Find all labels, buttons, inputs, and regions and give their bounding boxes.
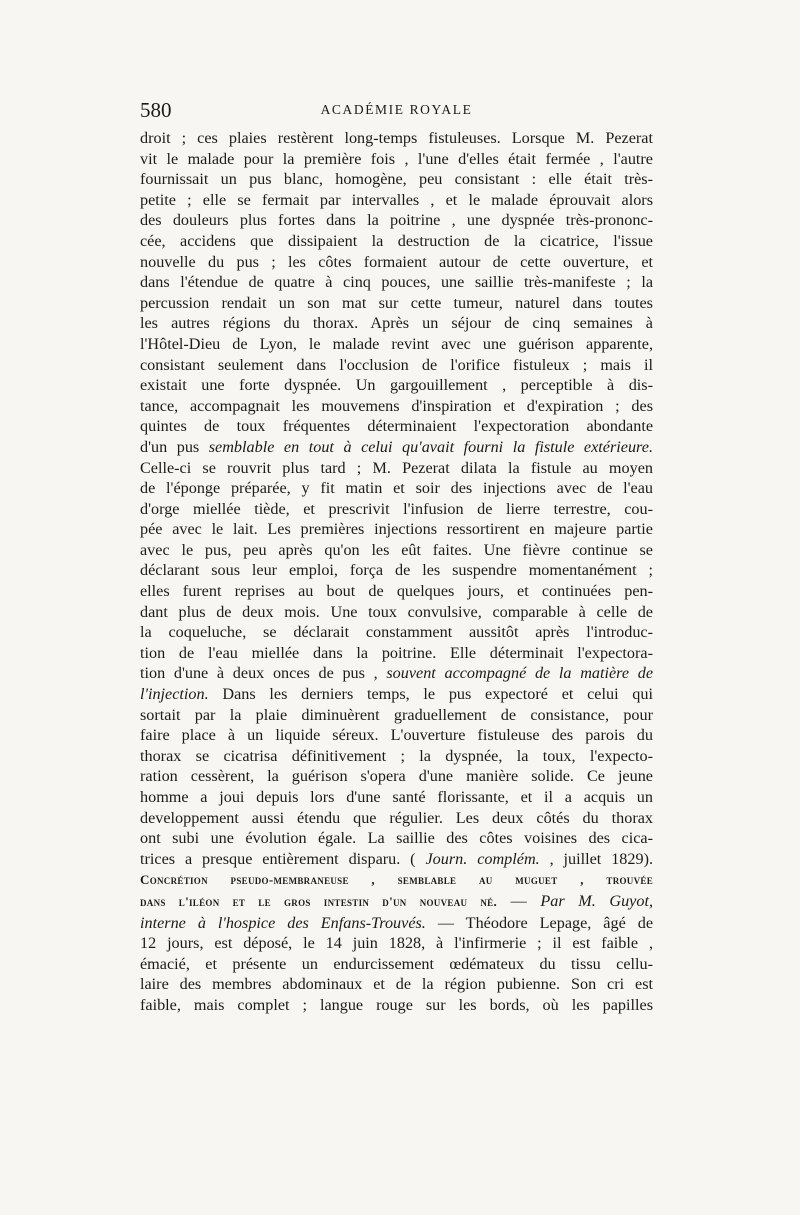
text-line: vit le malade pour la première fois , l'une d'elles était fermée , l'autre bbox=[140, 149, 653, 168]
text-line: elles furent reprises au bout de quelques jours, et continuées pen- bbox=[140, 582, 653, 601]
text-line: les autres régions du thorax. Après un séjour de cinq semaines à bbox=[140, 314, 653, 333]
text-line: dans l'étendue de quatre à cinq pouces, une saillie très-manifeste ; la bbox=[140, 273, 653, 292]
text-run: d'un pus bbox=[140, 437, 209, 456]
text-line: sortait par la plaie diminuèrent graduellement de consistance, pour bbox=[140, 705, 653, 724]
page-number: 580 bbox=[140, 98, 172, 122]
italic-run: l'injection. bbox=[140, 685, 209, 704]
text-run: — Théodore Lepage, âgé de bbox=[425, 913, 653, 932]
text-line: déclarant sous leur emploi, força de les suspendre momentanément ; bbox=[140, 561, 653, 580]
text-line: la coqueluche, se déclarait constamment aussitôt après l'introduc- bbox=[140, 623, 653, 642]
text-line bbox=[140, 913, 653, 934]
text-line: faible, mais complet ; langue rouge sur les bords, où les papilles bbox=[140, 995, 653, 1014]
italic-run: semblable en tout à celui qu'avait fourni la fistule extérieure. bbox=[208, 437, 653, 456]
text-run: tion d'une à deux onces de pus , bbox=[140, 664, 387, 683]
text-line: de l'éponge préparée, y fit matin et soir des injections avec de l'eau bbox=[140, 479, 653, 498]
text-line: tion de l'eau miellée dans la poitrine. Elle déterminait l'expectora- bbox=[140, 643, 653, 662]
text-line: avec le pus, peu après qu'on les eût faites. Une fièvre continue se bbox=[140, 540, 653, 559]
text-line: d'orge miellée tiède, et prescrivit l'infusion de lierre terrestre, cou- bbox=[140, 499, 653, 518]
text-line: existait une forte dyspnée. Un gargouillement , perceptible à dis- bbox=[140, 376, 653, 395]
text-line: developpement aussi étendu que régulier. Les deux côtés du thorax bbox=[140, 808, 653, 827]
text-line bbox=[140, 684, 653, 705]
text-line: droit ; ces plaies restèrent long-temps fistuleuses. Lorsque M. Pezerat bbox=[140, 129, 653, 147]
text-line: Celle-ci se rouvrit plus tard ; M. Pezerat dilata la fistule au moyen bbox=[140, 458, 653, 477]
text-line bbox=[140, 849, 653, 870]
text-line: laire des membres abdominaux et de la région pubienne. Son cri est bbox=[140, 975, 653, 994]
text-run: — bbox=[497, 891, 541, 910]
running-title: ACADÉMIE ROYALE bbox=[320, 102, 473, 117]
body-text bbox=[140, 128, 653, 1016]
section-heading: dans l'iléon et le gros intestin d'un nouveau né. bbox=[140, 893, 498, 909]
text-line: thorax se cicatrisa définitivement ; la dyspnée, la toux, l'expecto- bbox=[140, 746, 653, 765]
section-heading-line bbox=[140, 891, 653, 913]
text-line: homme a joui depuis lors d'une santé florissante, et il a acquis un bbox=[140, 788, 653, 806]
text-line: quintes de toux fréquentes déterminaient l'expectoration abondante bbox=[140, 417, 653, 436]
text-line: petite ; elle se fermait par intervalles , et le malade éprouvait alors bbox=[140, 190, 653, 209]
page-header bbox=[140, 98, 653, 128]
text-line: ration cessèrent, la guérison s'opera d'une manière solide. Ce jeune bbox=[140, 767, 653, 786]
text-line: faire place à un liquide séreux. L'ouverture fistuleuse des parois du bbox=[140, 726, 653, 745]
text-line bbox=[140, 663, 653, 684]
document-page bbox=[140, 98, 653, 1016]
text-line: tance, accompagnait les mouvemens d'inspiration et d'expiration ; des bbox=[140, 396, 653, 415]
text-line: 12 jours, est déposé, le 14 juin 1828, à l'infirmerie ; il est faible , bbox=[140, 934, 653, 953]
text-run: trices a presque entièrement disparu. ( bbox=[140, 849, 426, 868]
text-line: émacié, et présente un endurcissement œdémateux du tissu cellu- bbox=[140, 954, 653, 973]
text-line: cée, accidens que dissipaient la destruction de la cicatrice, l'issue bbox=[140, 231, 653, 250]
text-line: nouvelle du pus ; les côtes formaient autour de cette ouverture, et bbox=[140, 252, 653, 271]
text-line: consistant seulement dans l'occlusion de l'orifice fistuleux ; mais il bbox=[140, 355, 653, 374]
text-line: pée avec le lait. Les premières injections ressortirent en majeure partie bbox=[140, 520, 653, 539]
text-line: percussion rendait un son mat sur cette tumeur, naturel dans toutes bbox=[140, 293, 653, 312]
italic-run: interne à l'hospice des Enfans-Trouvés. bbox=[140, 913, 426, 932]
section-heading: Concrétion pseudo-membraneuse , semblable au muguet , trouvée bbox=[140, 872, 653, 888]
italic-run: Par M. Guyot, bbox=[540, 891, 653, 910]
text-line: ont subi une évolution égale. La saillie des côtes voisines des cica- bbox=[140, 829, 653, 848]
italic-run: souvent accompagné de la matière de bbox=[386, 664, 653, 683]
text-line bbox=[140, 437, 653, 458]
text-run: Dans les derniers temps, le pus expectoré et celui qui bbox=[208, 685, 653, 704]
text-run: , juillet 1829). bbox=[539, 849, 653, 868]
text-line: dant plus de deux mois. Une toux convulsive, comparable à celle de bbox=[140, 602, 653, 621]
text-line: des douleurs plus fortes dans la poitrine , une dyspnée très-prononc- bbox=[140, 211, 653, 230]
italic-run: Journ. complém. bbox=[425, 849, 540, 868]
section-heading-line bbox=[140, 869, 653, 891]
text-line: fournissait un pus blanc, homogène, peu consistant : elle était très- bbox=[140, 170, 653, 189]
text-line: l'Hôtel-Dieu de Lyon, le malade revint avec une guérison apparente, bbox=[140, 334, 653, 353]
